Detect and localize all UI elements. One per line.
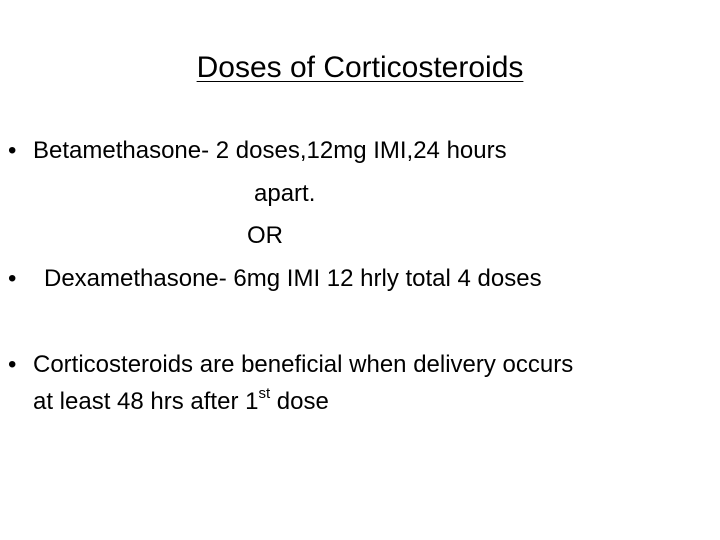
slide-title — [0, 50, 720, 86]
bullet-glyph: • — [8, 265, 17, 292]
benefit-continuation — [33, 387, 329, 417]
bullet-glyph: • — [8, 137, 17, 164]
dexamethasone-line: Dexamethasone- 6mg IMI 12 hrly total 4 doses — [44, 265, 542, 292]
betamethasone-line: Betamethasone- 2 doses,12mg IMI,24 hours — [33, 137, 507, 164]
benefit-line: Corticosteroids are beneficial when delivery occurs — [33, 351, 574, 378]
benefit-continuation-prefix: at least 48 hrs after 1 — [33, 388, 259, 415]
or-separator: OR — [247, 222, 283, 249]
ordinal-superscript: st — [258, 385, 271, 402]
bullet-glyph: • — [8, 351, 17, 378]
benefit-continuation-suffix: dose — [270, 388, 329, 415]
slide-title-text: Doses of Corticosteroids — [196, 51, 524, 84]
betamethasone-continuation: apart. — [254, 180, 316, 207]
